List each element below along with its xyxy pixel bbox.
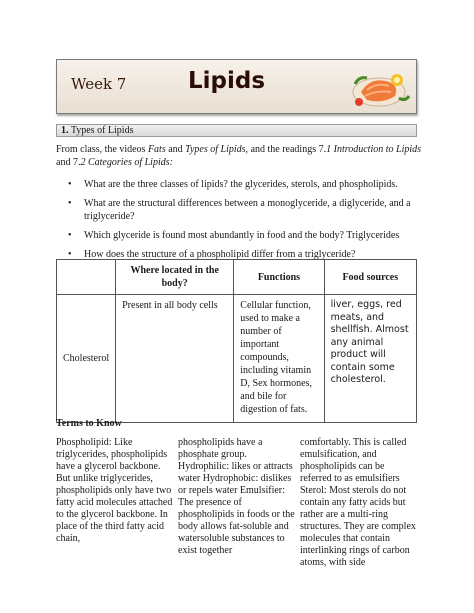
question-text: Which glyceride is found most abundantly in food and the body? Triglycerides bbox=[84, 230, 400, 241]
question-text: What are the three classes of lipids? the glycerides, sterols, and phospholipids. bbox=[84, 179, 398, 190]
section-header bbox=[56, 124, 417, 137]
question-item bbox=[56, 178, 424, 191]
intro-text: and 7. bbox=[56, 157, 81, 168]
lipid-table bbox=[56, 259, 417, 423]
question-text: What are the structural differences between a monoglyceride, a diglyceride, and a triglyceride? bbox=[84, 198, 411, 222]
terms-column-3: comfortably. This is called emulsification, and phospholipids can be referred to as emulsifiers Sterol: Most sterols do not contain any fatty acids but rather are a multi-ring structures. They are complex molecules that contain interlinking rings of carbon atoms, with side bbox=[300, 437, 416, 568]
functions-cell: Cellular function, used to make a number of important compounds, including vitamin D, Sex hormones, and bile for digestion of fats. bbox=[234, 295, 324, 423]
terms-column-1: Phospholipid: Like triglycerides, phospholipids have a glycerol backbone. But unlike triglycerides, phospholipids only have two fatty acid molecules attached to the glycerol backbone. In place of the third fatty acid chain, bbox=[56, 437, 173, 544]
question-item bbox=[56, 197, 424, 223]
table-header-sources: Food sources bbox=[324, 260, 416, 295]
question-text: How does the structure of a phospholipid differ from a triglyceride? bbox=[84, 249, 356, 260]
video-title-fats: Fats bbox=[147, 144, 166, 155]
salmon-dish-image bbox=[349, 62, 413, 112]
intro-text: From class, the videos bbox=[56, 144, 148, 155]
terms-heading: Terms to Know bbox=[56, 418, 122, 429]
table-header-location: Where located in the body? bbox=[116, 260, 234, 295]
table-header-row bbox=[57, 260, 417, 295]
page-title: Lipids bbox=[188, 68, 266, 94]
sources-cell: liver, eggs, red meats, and shellfish. Almost any animal product will contain some cholesterol. bbox=[324, 295, 416, 423]
table-row bbox=[57, 295, 417, 423]
reading-title-intro: 1 Introduction to Lipids bbox=[326, 144, 422, 155]
question-item bbox=[56, 229, 424, 242]
bullet-icon: • bbox=[68, 230, 72, 241]
bullet-icon: • bbox=[68, 198, 72, 209]
bullet-icon: • bbox=[68, 249, 72, 260]
week-banner bbox=[56, 59, 417, 114]
section-number: 1. bbox=[61, 125, 69, 136]
week-label: Week 7 bbox=[71, 75, 127, 93]
table-header-functions: Functions bbox=[234, 260, 324, 295]
intro-text: and the readings 7. bbox=[248, 144, 327, 155]
lipid-name-cell: Cholesterol bbox=[57, 295, 116, 423]
table-header-blank bbox=[57, 260, 116, 295]
video-title-types: Types of Lipids, bbox=[185, 144, 249, 155]
location-cell: Present in all body cells bbox=[116, 295, 234, 423]
question-list bbox=[56, 178, 424, 267]
section-title: Types of Lipids bbox=[70, 125, 134, 136]
reading-title-categories: 2 Categories of Lipids: bbox=[80, 157, 173, 168]
terms-column-2: phospholipids have a phosphate group. Hydrophilic: likes or attracts water Hydrophobic: dislikes or repels water Emulsifier: The presence of phospholipids in foods or the body allows fat-soluble and watersoluble substances to exist together bbox=[178, 437, 295, 556]
intro-text: and bbox=[165, 144, 186, 155]
bullet-icon: • bbox=[68, 179, 72, 190]
intro-paragraph bbox=[56, 143, 424, 169]
